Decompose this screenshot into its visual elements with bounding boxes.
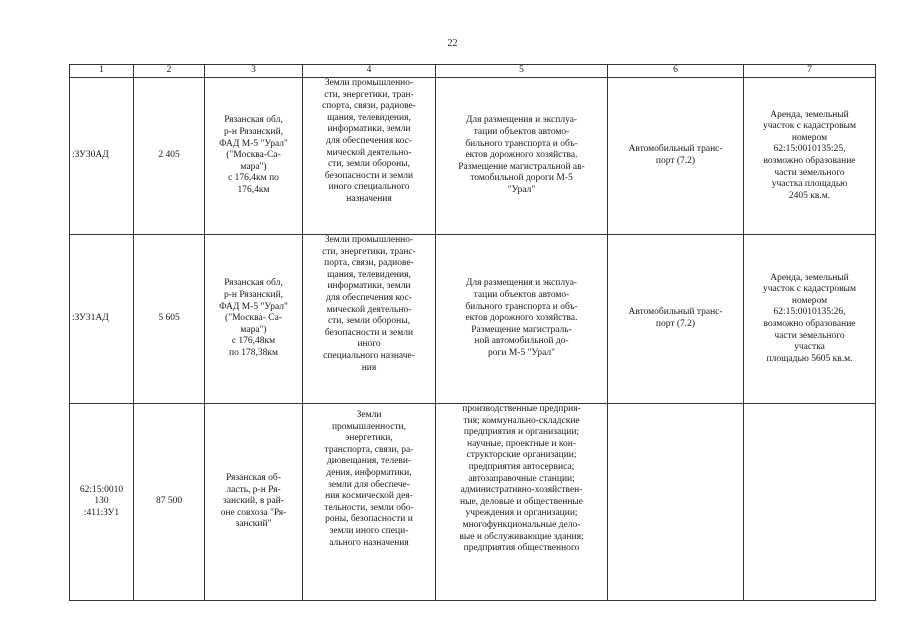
column-header: 6 bbox=[608, 65, 744, 78]
plot-id-cell: :ЗУ31АД bbox=[70, 235, 134, 404]
column-header: 7 bbox=[744, 65, 876, 78]
land-category-cell: Земли промышленности, энергетики, транспорта, связи, ра- диовещания, телеви- дения, информатики, земли для обеспече- ния космической дея- тельности, земли обо- роны, безопасности и земли иного специ- ального назначения bbox=[303, 404, 436, 601]
usage-cell: производственные предприя- тия; коммунально-складские предприятия и организации; научные, проектные и кон- структорские организации; предприятия автосервиса; автозаправочные станции; административно-хозяйствен- ные, деловые и общественные учреждения и организации; многофункциональные дело- вые и обслуживающие здания; предприятия общественного bbox=[436, 404, 608, 601]
plot-id-cell: 62:15:0010 130 :411:ЗУ1 bbox=[70, 404, 134, 601]
note-cell: Аренда, земельный участок с кадастровым номером 62:15:0010135:25, возможно образование части земельного участка площадью 2405 кв.м. bbox=[744, 78, 876, 235]
permitted-use-cell: Автомобильный транс- порт (7.2) bbox=[608, 235, 744, 404]
address-cell: Рязанская об- ласть, р-н Ря- занский, в рай- оне совхоза "Ря- занский" bbox=[205, 404, 303, 601]
plot-id-cell: :ЗУ30АД bbox=[70, 78, 134, 235]
usage-cell: Для размещения и эксплуа- тации объектов автомо- бильного транспорта и объ- ектов дорожного хозяйства. Размещение магистральной ав- томобильной дороги М-5 "Урал" bbox=[436, 78, 608, 235]
address-cell: Рязанская обл, р-н Рязанский, ФАД М-5 "Урал" ("Москва-Са- мара") с 176,4км по 176,4км bbox=[205, 78, 303, 235]
page-number: 22 bbox=[447, 38, 458, 49]
usage-cell: Для размещения и эксплуа- тации объектов автомо- бильного транспорта и объ- ектов дорожного хозяйства. Размещение магистраль- ной автомобильной до- роги М-5 "Урал" bbox=[436, 235, 608, 404]
permitted-use-cell bbox=[608, 404, 744, 601]
land-plots-table bbox=[69, 64, 876, 601]
land-category-cell: Земли промышленно- сти, энергетики, транс- порта, связи, радиове- щания, телевидения, информатики, земли для обеспечения кос- мической деятельно- сти, земли обороны, безопасности и земли иного специального назначе- ния bbox=[303, 235, 436, 404]
table-row bbox=[70, 78, 876, 235]
column-header: 3 bbox=[205, 65, 303, 78]
note-cell bbox=[744, 404, 876, 601]
permitted-use-cell: Автомобильный транс- порт (7.2) bbox=[608, 78, 744, 235]
column-header: 5 bbox=[436, 65, 608, 78]
table-header-row bbox=[70, 65, 876, 78]
column-header: 2 bbox=[134, 65, 205, 78]
area-cell: 5 605 bbox=[134, 235, 205, 404]
table-row bbox=[70, 404, 876, 601]
area-cell: 2 405 bbox=[134, 78, 205, 235]
land-category-cell: Земли промышленно- сти, энергетики, тран- спорта, связи, радиове- щания, телевидения, информатики, земли для обеспечения кос- мической деятельно- сти, земли обороны, безопасности и земли иного специального назначения bbox=[303, 78, 436, 235]
address-cell: Рязанская обл, р-н Рязанский, ФАД М-5 "Урал" ("Москва- Са- мара") с 176,48км по 178,38км bbox=[205, 235, 303, 404]
column-header: 1 bbox=[70, 65, 134, 78]
note-cell: Аренда, земельный участок с кадастровым номером 62:15:0010135:26, возможно образование части земельного участка площадью 5605 кв.м. bbox=[744, 235, 876, 404]
table-row bbox=[70, 235, 876, 404]
column-header: 4 bbox=[303, 65, 436, 78]
area-cell: 87 500 bbox=[134, 404, 205, 601]
